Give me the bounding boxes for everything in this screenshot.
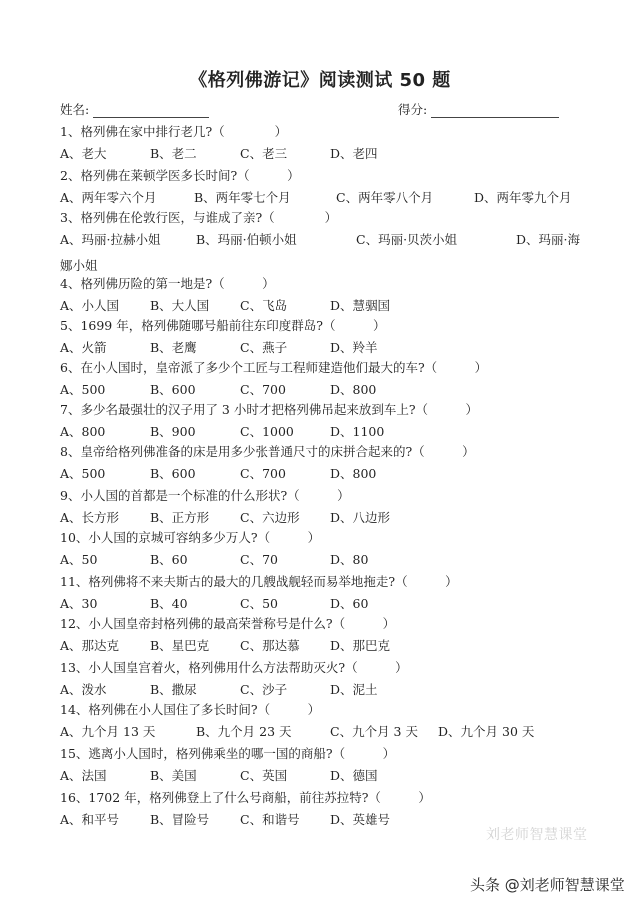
answer-option[interactable]: A、泼水: [60, 682, 107, 697]
watermark: 刘老师智慧课堂: [486, 827, 588, 843]
answer-option[interactable]: A、小人国: [60, 298, 120, 313]
answer-option[interactable]: A、500: [60, 382, 106, 397]
answer-option[interactable]: A、玛丽·拉赫小姐: [60, 232, 161, 247]
answer-option[interactable]: C、1000: [240, 424, 294, 439]
answer-option[interactable]: B、美国: [150, 768, 197, 783]
question-text: 6、在小人国时，皇帝派了多少个工匠与工程师建造他们最大的车?（ ）: [60, 360, 488, 375]
answer-option[interactable]: D、80: [330, 552, 369, 567]
question-text: 15、逃离小人国时，格列佛乘坐的哪一国的商船?（ ）: [60, 746, 396, 761]
answer-option[interactable]: B、60: [150, 552, 188, 567]
answer-option[interactable]: C、50: [240, 596, 278, 611]
answer-option[interactable]: D、泥土: [330, 682, 378, 697]
answer-option[interactable]: A、800: [60, 424, 106, 439]
answer-option[interactable]: D、德国: [330, 768, 378, 783]
answer-option[interactable]: B、40: [150, 596, 188, 611]
answer-option[interactable]: B、冒险号: [150, 812, 210, 827]
answer-option[interactable]: B、撒尿: [150, 682, 197, 697]
question-text: 4、格列佛历险的第一地是?（ ）: [60, 276, 275, 291]
answer-option[interactable]: B、600: [150, 466, 196, 481]
answer-option[interactable]: C、玛丽·贝茨小姐: [356, 232, 458, 247]
name-field: [60, 100, 209, 118]
question-text: 3、格列佛在伦敦行医，与谁成了亲?（ ）: [60, 210, 338, 225]
answer-option[interactable]: C、和谐号: [240, 812, 300, 827]
answer-option[interactable]: C、700: [240, 466, 286, 481]
answer-option[interactable]: D、800: [330, 382, 377, 397]
answer-option[interactable]: B、600: [150, 382, 196, 397]
answer-option[interactable]: A、长方形: [60, 510, 120, 525]
question-text: 11、格列佛将不来夫斯古的最大的几艘战舰轻而易举地拖走?（ ）: [60, 574, 458, 589]
question-text: 16、1702 年，格列佛登上了什么号商船，前往苏拉特?（ ）: [60, 790, 431, 805]
answer-option[interactable]: A、两年零六个月: [60, 190, 157, 205]
answer-option[interactable]: C、九个月 3 天: [330, 724, 418, 739]
question-text: 5、1699 年，格列佛随哪号船前往东印度群岛?（ ）: [60, 318, 386, 333]
question-text: 8、皇帝给格列佛准备的床是用多少张普通尺寸的床拼合起来的?（ ）: [60, 444, 475, 459]
answer-option[interactable]: D、九个月 30 天: [438, 724, 535, 739]
answer-option[interactable]: D、800: [330, 466, 377, 481]
answer-option[interactable]: D、慧骃国: [330, 298, 391, 313]
answer-option[interactable]: C、六边形: [240, 510, 300, 525]
score-label: 得分:: [398, 102, 428, 117]
answer-option[interactable]: C、沙子: [240, 682, 288, 697]
answer-option[interactable]: A、和平号: [60, 812, 120, 827]
answer-option[interactable]: A、老大: [60, 146, 107, 161]
answer-option[interactable]: B、老二: [150, 146, 197, 161]
answer-option[interactable]: B、星巴克: [150, 638, 210, 653]
answer-option[interactable]: C、那达慕: [240, 638, 300, 653]
question-text: 2、格列佛在莱顿学医多长时间?（ ）: [60, 168, 300, 183]
option-continuation: 娜小姐: [60, 258, 98, 273]
answer-option[interactable]: C、英国: [240, 768, 288, 783]
question-text: 10、小人国的京城可容纳多少万人?（ ）: [60, 530, 321, 545]
answer-option[interactable]: C、70: [240, 552, 278, 567]
question-text: 14、格列佛在小人国住了多长时间?（ ）: [60, 702, 321, 717]
answer-option[interactable]: D、两年零九个月: [474, 190, 572, 205]
answer-option[interactable]: A、30: [60, 596, 98, 611]
answer-option[interactable]: B、玛丽·伯顿小姐: [196, 232, 297, 247]
answer-option[interactable]: D、玛丽·海: [516, 232, 580, 247]
answer-option[interactable]: C、两年零八个月: [336, 190, 434, 205]
answer-option[interactable]: B、大人国: [150, 298, 210, 313]
score-field: [398, 100, 559, 118]
answer-option[interactable]: A、那达克: [60, 638, 120, 653]
answer-option[interactable]: D、羚羊: [330, 340, 378, 355]
name-label: 姓名:: [60, 102, 90, 117]
answer-option[interactable]: D、60: [330, 596, 369, 611]
question-text: 13、小人国皇宫着火，格列佛用什么方法帮助灭火?（ ）: [60, 660, 408, 675]
answer-option[interactable]: C、飞岛: [240, 298, 288, 313]
answer-option[interactable]: B、老鹰: [150, 340, 197, 355]
answer-option[interactable]: C、老三: [240, 146, 288, 161]
answer-option[interactable]: A、火箭: [60, 340, 107, 355]
page-title: 《格列佛游记》阅读测试 50 题: [189, 70, 451, 91]
answer-option[interactable]: D、英雄号: [330, 812, 391, 827]
answer-option[interactable]: C、700: [240, 382, 286, 397]
brand-footer: 头条 @刘老师智慧课堂: [470, 876, 625, 894]
question-text: 12、小人国皇帝封格列佛的最高荣誉称号是什么?（ ）: [60, 616, 396, 631]
answer-option[interactable]: A、法国: [60, 768, 107, 783]
answer-option[interactable]: A、50: [60, 552, 98, 567]
answer-option[interactable]: C、燕子: [240, 340, 288, 355]
question-text: 1、格列佛在家中排行老几?（ ）: [60, 124, 288, 139]
name-blank-line[interactable]: [93, 104, 209, 118]
answer-option[interactable]: A、九个月 13 天: [60, 724, 156, 739]
answer-option[interactable]: D、那巴克: [330, 638, 391, 653]
answer-option[interactable]: B、900: [150, 424, 196, 439]
score-blank-line[interactable]: [431, 104, 559, 118]
answer-option[interactable]: D、八边形: [330, 510, 391, 525]
answer-option[interactable]: B、两年零七个月: [194, 190, 291, 205]
question-text: 7、多少名最强壮的汉子用了 3 小时才把格列佛吊起来放到车上?（ ）: [60, 402, 479, 417]
question-text: 9、小人国的首都是一个标准的什么形状?（ ）: [60, 488, 350, 503]
answer-option[interactable]: A、500: [60, 466, 106, 481]
answer-option[interactable]: B、正方形: [150, 510, 210, 525]
answer-option[interactable]: B、九个月 23 天: [196, 724, 292, 739]
answer-option[interactable]: D、老四: [330, 146, 378, 161]
answer-option[interactable]: D、1100: [330, 424, 385, 439]
